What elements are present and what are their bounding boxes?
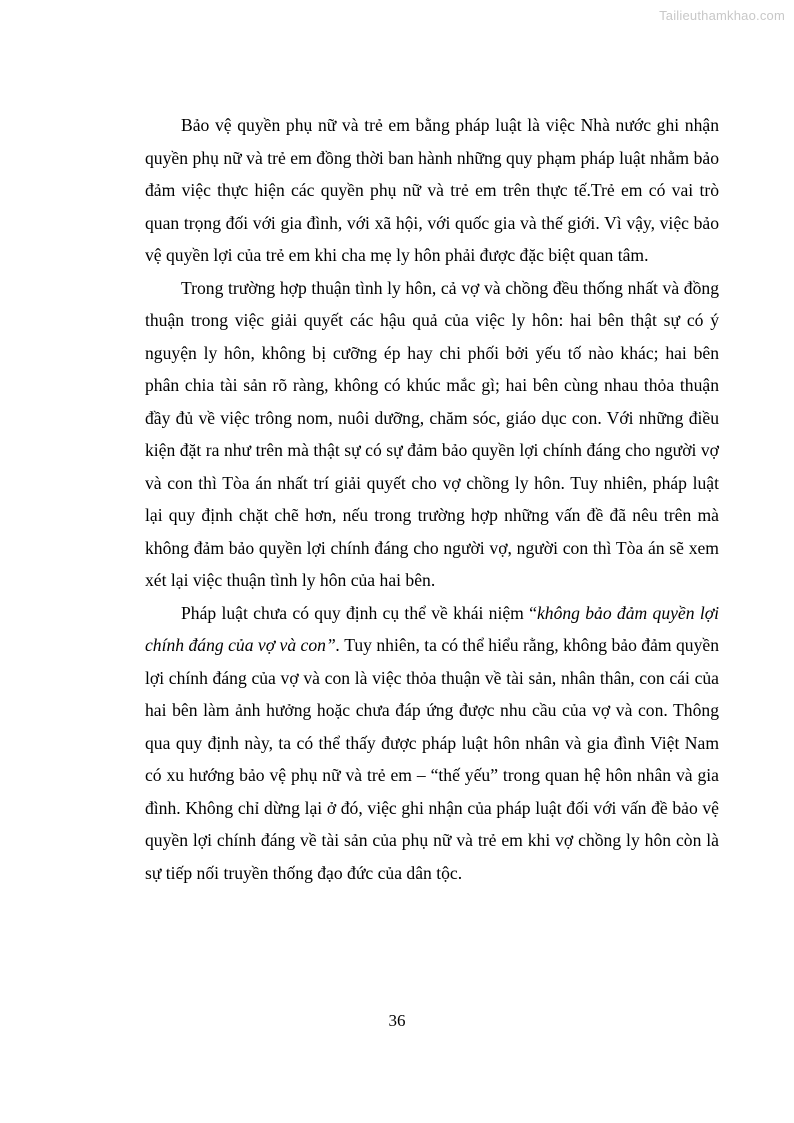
site-watermark: Tailieuthamkhao.com: [659, 8, 785, 23]
paragraph-3-italic-term: không bảo đảm quyền lợi chính đáng của vợ và con”.: [145, 602, 719, 655]
document-body: [145, 109, 719, 889]
paragraph-2: Trong trường hợp thuận tình ly hôn, cả vợ và chồng đều thống nhất và đồng thuận trong việc giải quyết các hậu quả của việc ly hôn: hai bên thật sự có ý nguyện ly hôn, không bị cưỡng ép hay chi phối bởi yếu tố nào khác; hai bên phân chia tài sản rõ ràng, không có khúc mắc gì; hai bên cùng nhau thỏa thuận đầy đủ về việc trông nom, nuôi dưỡng, chăm sóc, giáo dục con. Với những điều kiện đặt ra như trên mà thật sự có sự đảm bảo quyền lợi chính đáng cho người vợ và con thì Tòa án nhất trí giải quyết cho vợ chồng ly hôn. Tuy nhiên, pháp luật lại quy định chặt chẽ hơn, nếu trong trường hợp những vấn đề đã nêu trên mà không đảm bảo quyền lợi chính đáng cho người vợ, người con thì Tòa án sẽ xem xét lại việc thuận tình ly hôn của hai bên.: [145, 277, 719, 590]
paragraph-3: [145, 597, 719, 890]
paragraph-1: Bảo vệ quyền phụ nữ và trẻ em bằng pháp luật là việc Nhà nước ghi nhận quyền phụ nữ và trẻ em đồng thời ban hành những quy phạm pháp luật nhằm bảo đảm việc thực hiện các quyền phụ nữ và trẻ em trên thực tế.Trẻ em có vai trò quan trọng đối với gia đình, với xã hội, với quốc gia và thế giới. Vì vậy, việc bảo vệ quyền lợi của trẻ em khi cha mẹ ly hôn phải được đặc biệt quan tâm.: [145, 115, 719, 265]
page-number: 36: [388, 1011, 406, 1030]
paragraph-3-intro: Pháp luật chưa có quy định cụ thể về khái niệm “: [181, 602, 537, 623]
paragraph-3-rest: Tuy nhiên, ta có thể hiểu rằng, không bảo đảm quyền lợi chính đáng của vợ và con là việc thỏa thuận về tài sản, nhân thân, con cái của hai bên làm ảnh hưởng hoặc chưa đáp ứng được nhu cầu của vợ và con. Thông qua quy định này, ta có thể thấy được pháp luật hôn nhân và gia đình Việt Nam có xu hướng bảo vệ phụ nữ và trẻ em – “thế yếu” trong quan hệ hôn nhân và gia đình. Không chỉ dừng lại ở đó, việc ghi nhận của pháp luật đối với vấn đề bảo vệ quyền lợi chính đáng về tài sản của phụ nữ và trẻ em khi vợ chồng ly hôn còn là sự tiếp nối truyền thống đạo đức của dân tộc.: [145, 635, 719, 883]
